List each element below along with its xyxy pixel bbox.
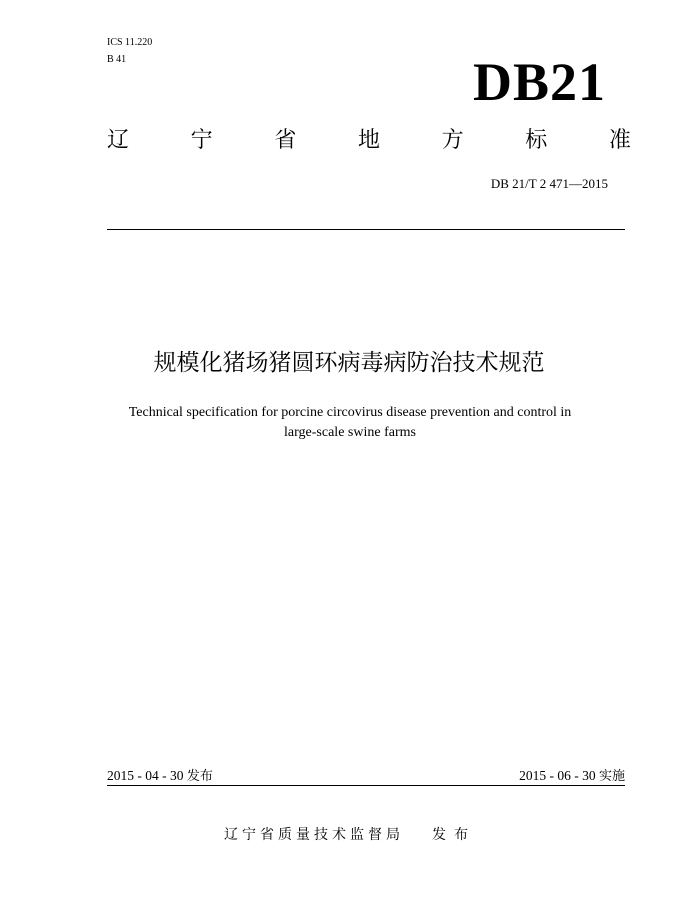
title-english-line-1: Technical specification for porcine circovirus disease prevention and control in [128,405,572,420]
standard-mark: DB21 [472,52,606,112]
bottom-divider [107,785,625,786]
implement-date-block [519,767,625,786]
standard-type-char: 方 [441,128,464,153]
issue-date-block [107,767,213,786]
issuer-line [0,824,700,846]
standard-type-char: 标 [525,128,548,153]
classification-codes [107,34,152,68]
title-chinese-text: 规模化猪场猪圆环病毒病防治技术规范 [153,350,545,376]
issuer-action: 发布 [432,827,476,843]
top-divider [107,229,625,230]
issue-label: 发布 [186,769,213,784]
date-row [107,767,625,785]
title-english-line-2: large-scale swine farms [284,425,416,440]
standard-type-char: 地 [357,128,380,153]
ccs-code: B 41 [107,54,127,65]
issue-date: 2015 - 04 - 30 [107,768,184,783]
standard-number: DB 21/T 2 471—2015 [490,176,608,191]
standard-type-char: 准 [608,128,631,153]
implement-date: 2015 - 06 - 30 [519,768,596,783]
ics-code: ICS 11.220 [107,37,153,48]
standard-type-char: 辽 [107,128,130,153]
standard-type-char: 宁 [190,128,213,153]
implement-label: 实施 [598,769,625,784]
standard-type-char: 省 [274,128,297,153]
title-chinese [0,345,700,381]
issuer-organization: 辽宁省质量技术监督局 [224,827,404,843]
title-english [0,403,700,443]
standard-type-heading [107,126,631,156]
